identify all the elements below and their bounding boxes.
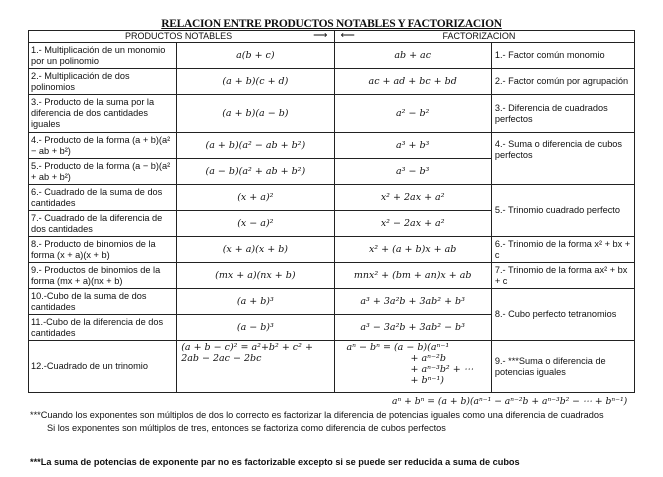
row-factor: a³ + b³ — [334, 133, 491, 159]
row-name: 8.- Producto de binomios de la forma (x + a)(x + b) — [29, 237, 177, 263]
row-factor: ac + ad + bc + bd — [334, 69, 491, 95]
table-row — [29, 237, 635, 263]
row-name: 9.- Productos de binomios de la forma (mx + a)(nx + b) — [29, 263, 177, 289]
row-name: 10.-Cubo de la suma de dos cantidades — [29, 289, 177, 315]
row-product: (a + b)(a − b) — [177, 95, 334, 133]
row-factor: ab + ac — [334, 43, 491, 69]
row-method: 7.- Trinomio de la forma ax² + bx + c — [491, 263, 634, 289]
table-row — [29, 69, 635, 95]
note-multiples-of-three: Si los exponentes son múltiplos de tres, entonces se factoriza como diferencia de cubos perfectos — [47, 423, 446, 433]
row-name: 11.-Cubo de la diferencia de dos cantidades — [29, 315, 177, 341]
row-product: (mx + a)(nx + b) — [177, 263, 334, 289]
row-product: (x − a)² — [177, 211, 334, 237]
factor-line-1: aⁿ − bⁿ = (a − b)(aⁿ⁻¹ — [346, 342, 450, 353]
table-row — [29, 133, 635, 159]
row-product: (x + a)(x + b) — [177, 237, 334, 263]
row-factor: a³ − b³ — [334, 159, 491, 185]
row-name: 4.- Producto de la forma (a + b)(a² − ab + b²) — [29, 133, 177, 159]
sum-of-powers-formula: aⁿ + bⁿ = (a + b)(aⁿ⁻¹ − aⁿ⁻²b + aⁿ⁻³b² − ⋯ + bⁿ⁻¹) — [392, 396, 628, 407]
row-method: 9.- ***Suma o diferencia de potencias iguales — [491, 341, 634, 393]
table-row — [29, 263, 635, 289]
row-method: 4.- Suma o diferencia de cubos perfectos — [491, 133, 634, 185]
row-product: a(b + c) — [177, 43, 334, 69]
row-name: 3.- Producto de la suma por la diferencia de dos cantidades iguales — [29, 95, 177, 133]
factor-line-2: + aⁿ⁻²b — [410, 353, 446, 364]
row-product: (a + b)(c + d) — [177, 69, 334, 95]
row-factor: a³ − 3a²b + 3ab² − b³ — [334, 315, 491, 341]
row-product: (a + b)³ — [177, 289, 334, 315]
row-name: 5.- Producto de la forma (a − b)(a² + ab + b²) — [29, 159, 177, 185]
row-method: 1.- Factor común monomio — [491, 43, 634, 69]
row-method: 6.- Trinomio de la forma x² + bx + c — [491, 237, 634, 263]
row-name: 1.- Multiplicación de un monomio por un polinomio — [29, 43, 177, 69]
arrow-right-icon: ⟶ — [313, 30, 328, 41]
row-name: 7.- Cuadrado de la diferencia de dos cantidades — [29, 211, 177, 237]
product-line-2: 2ab − 2ac − 2bc — [181, 353, 262, 364]
table-header-row — [29, 31, 635, 43]
row-method: 5.- Trinomio cuadrado perfecto — [491, 185, 634, 237]
table-row — [29, 341, 635, 393]
row-name: 2.- Multiplicación de dos polinomios — [29, 69, 177, 95]
row-product: (x + a)² — [177, 185, 334, 211]
document-title: RELACION ENTRE PRODUCTOS NOTABLES Y FACTORIZACION — [161, 18, 502, 30]
row-product-trinomial — [177, 341, 334, 393]
note-even-exponents: ***Cuando los exponentes son múltiplos de dos lo correcto es factorizar la diferencia de potencias iguales como una diferencia de cuadrados — [30, 410, 604, 420]
relation-table — [28, 30, 635, 393]
row-product: (a − b)(a² + ab + b²) — [177, 159, 334, 185]
table-row — [29, 95, 635, 133]
row-name: 6.- Cuadrado de la suma de dos cantidades — [29, 185, 177, 211]
row-factor: a² − b² — [334, 95, 491, 133]
row-factor-powers — [334, 341, 491, 393]
header-productos-notables — [29, 31, 335, 43]
row-name: 12.-Cuadrado de un trinomio — [29, 341, 177, 393]
row-method: 2.- Factor común por agrupación — [491, 69, 634, 95]
row-factor: x² + 2ax + a² — [334, 185, 491, 211]
header-factorizacion — [334, 31, 634, 43]
row-factor: x² + (a + b)x + ab — [334, 237, 491, 263]
row-factor: a³ + 3a²b + 3ab² + b³ — [334, 289, 491, 315]
arrow-left-icon: ⟵ — [340, 30, 355, 41]
header-left-label: PRODUCTOS NOTABLES — [125, 31, 233, 41]
factor-line-3: + aⁿ⁻³b² + ⋯ — [410, 364, 474, 375]
row-product: (a + b)(a² − ab + b²) — [177, 133, 334, 159]
row-product: (a − b)³ — [177, 315, 334, 341]
table-row — [29, 43, 635, 69]
row-factor: x² − 2ax + a² — [334, 211, 491, 237]
row-method: 8.- Cubo perfecto tetranomios — [491, 289, 634, 341]
row-method: 3.- Diferencia de cuadrados perfectos — [491, 95, 634, 133]
row-factor: mnx² + (bm + an)x + ab — [334, 263, 491, 289]
factor-line-4: + bⁿ⁻¹) — [410, 375, 444, 386]
note-sum-even-powers: ***La suma de potencias de exponente par no es factorizable excepto si se puede ser reducida a suma de cubos — [30, 457, 520, 467]
table-row — [29, 185, 635, 211]
header-right-label: FACTORIZACION — [442, 31, 516, 41]
product-line-1: (a + b − c)² = a²+b² + c² + — [181, 342, 313, 353]
table-row — [29, 289, 635, 315]
